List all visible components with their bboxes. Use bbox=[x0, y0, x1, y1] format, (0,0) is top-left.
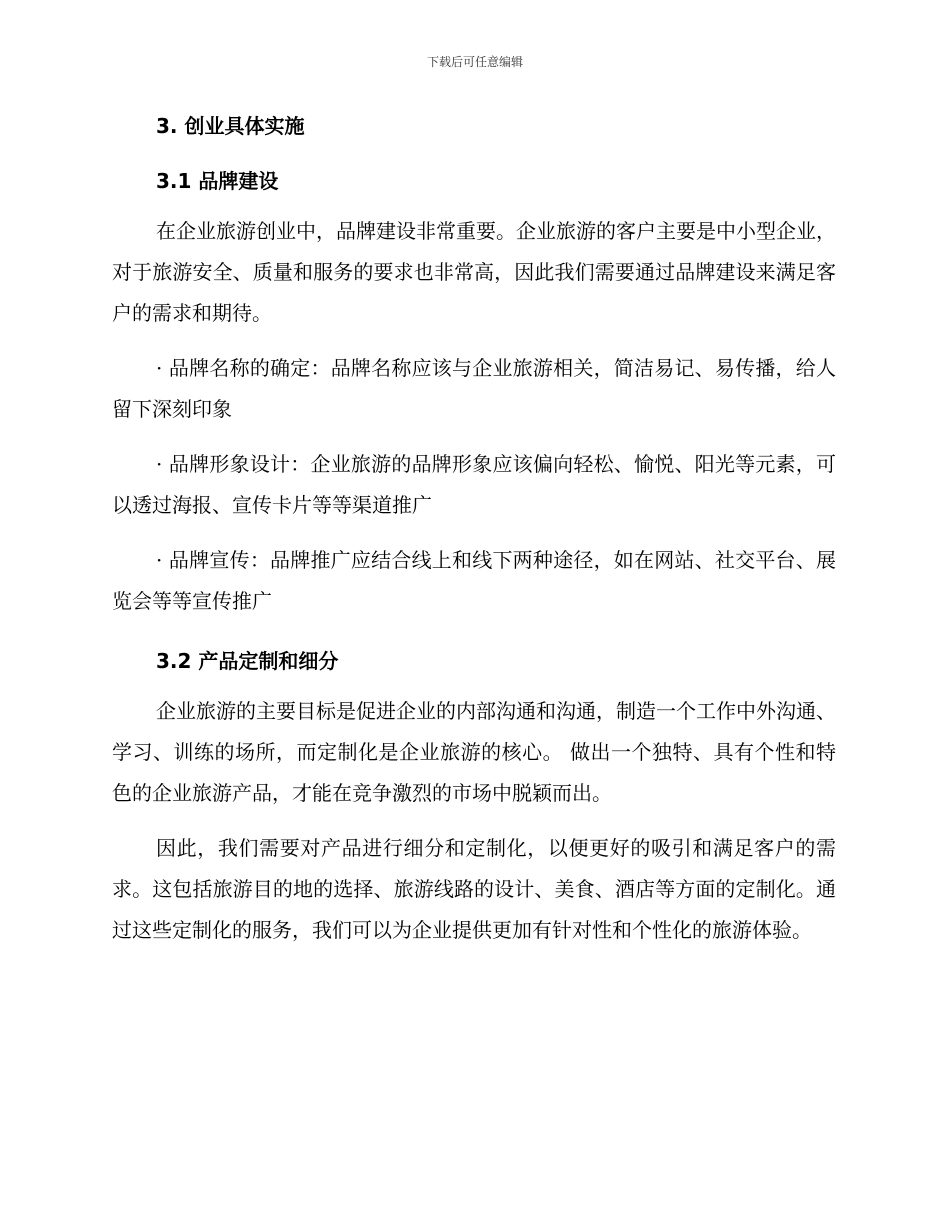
paragraph-product-1: 企业旅游的主要目标是促进企业的内部沟通和沟通，制造一个工作中外沟通、学习、训练的场所，而定制化是企业旅游的核心。 做出一个独特、具有个性和特色的企业旅游产品，才能在竞争激烈的市场中脱颖而出。 bbox=[112, 699, 836, 805]
bullet-brand-image: · 品牌形象设计：企业旅游的品牌形象应该偏向轻松、愉悦、阳光等元素，可以透过海报、宣传卡片等等渠道推广 bbox=[112, 452, 836, 517]
paragraph-product-2: 因此，我们需要对产品进行细分和定制化，以便更好的吸引和满足客户的需求。这包括旅游目的地的选择、旅游线路的设计、美食、酒店等方面的定制化。通过这些定制化的服务，我们可以为企业提供更加有针对性和个性化的旅游体验。 bbox=[112, 836, 836, 942]
page-header: 下载后可任意编辑 bbox=[426, 55, 523, 69]
bullet-brand-promotion: · 品牌宣传：品牌推广应结合线上和线下两种途径，如在网站、社交平台、展览会等等宣传推广 bbox=[112, 548, 836, 613]
section-title-brand: 3.1 品牌建设 bbox=[156, 169, 279, 193]
section-title-main: 3. 创业具体实施 bbox=[156, 114, 305, 138]
bullet-brand-name: · 品牌名称的确定：品牌名称应该与企业旅游相关，简洁易记、易传播，给人留下深刻印象 bbox=[112, 356, 836, 421]
section-title-product: 3.2 产品定制和细分 bbox=[156, 649, 339, 673]
document-body bbox=[112, 110, 836, 951]
paragraph-brand-intro: 在企业旅游创业中，品牌建设非常重要。企业旅游的客户主要是中小型企业，对于旅游安全、质量和服务的要求也非常高，因此我们需要通过品牌建设来满足客户的需求和期待。 bbox=[112, 219, 836, 325]
